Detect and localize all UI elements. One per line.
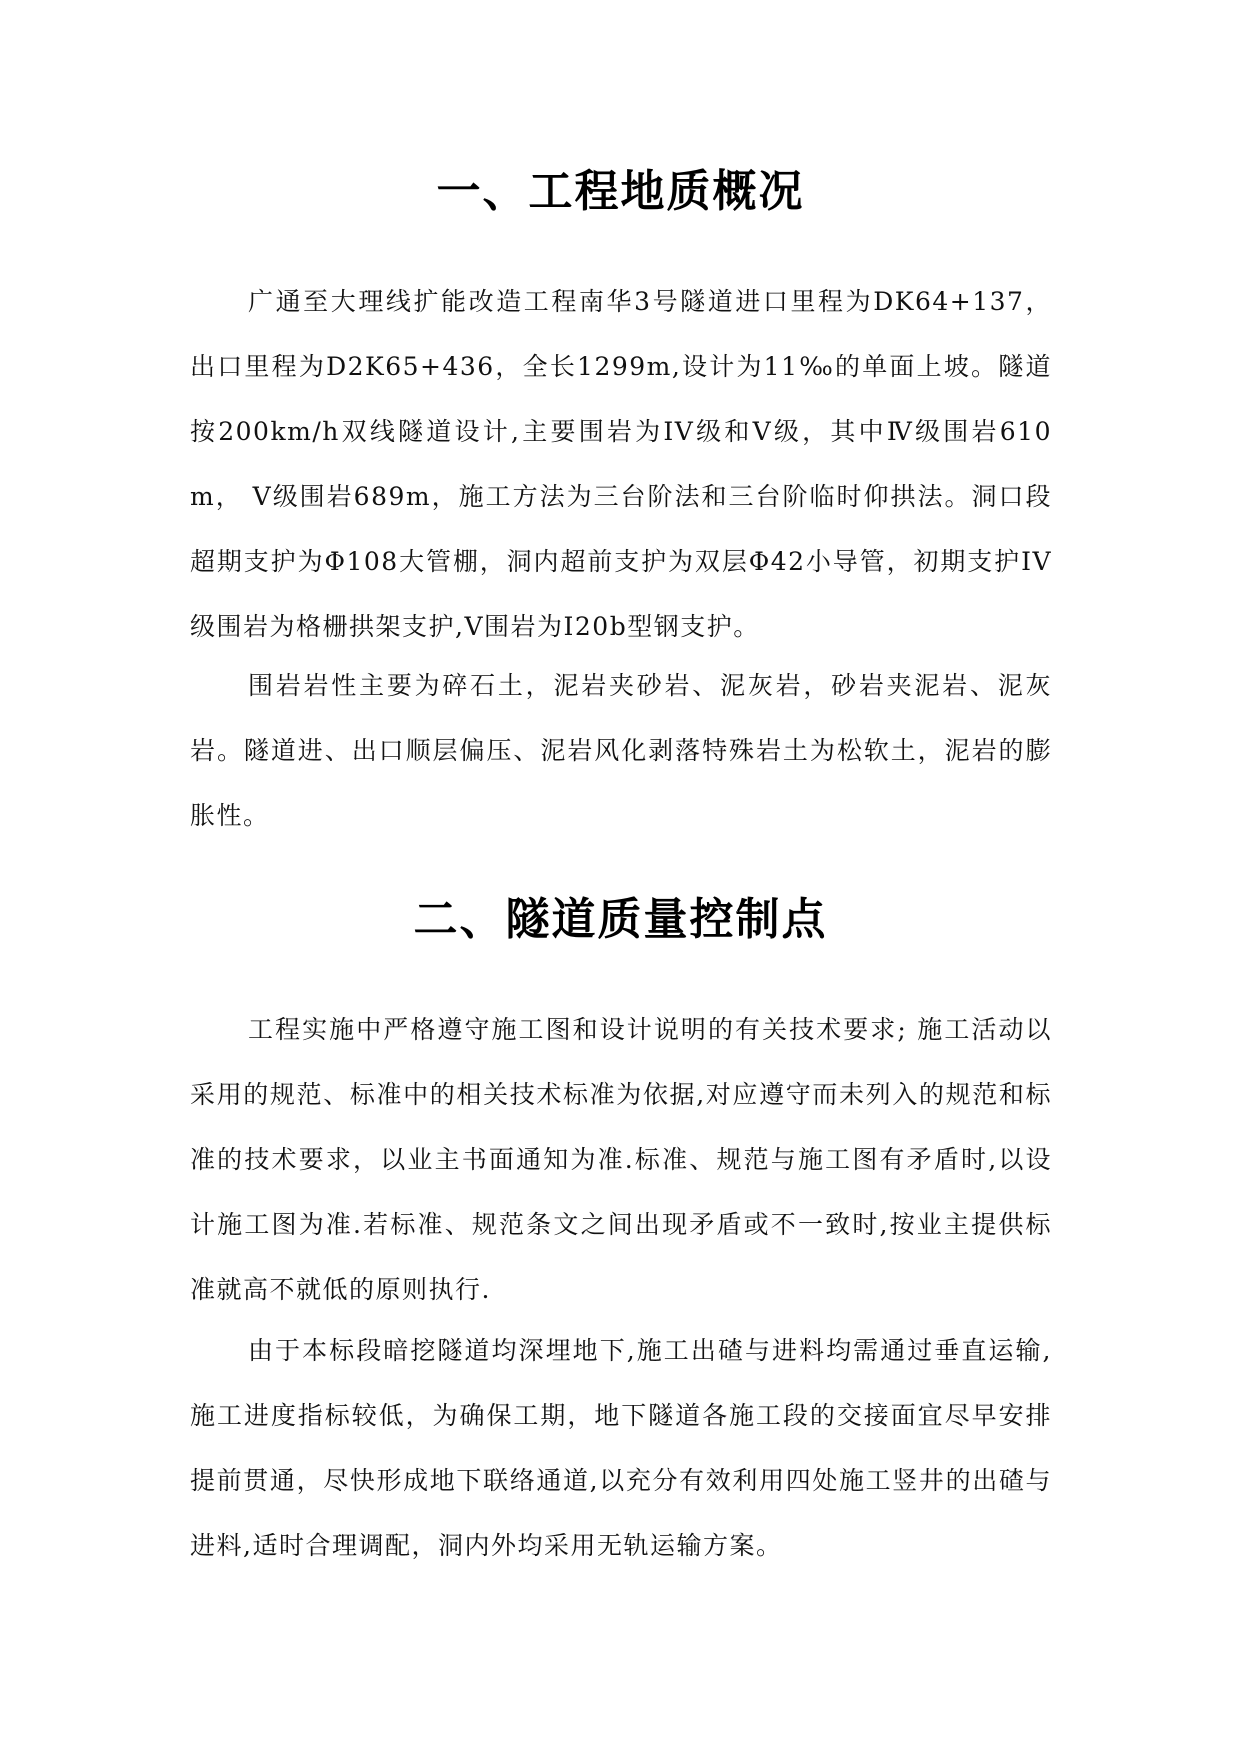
- quality-paragraph-1: 工程实施中严格遵守施工图和设计说明的有关技术要求; 施工活动以采用的规范、标准中的相关技术标准为依据,对应遵守而未列入的规范和标准的技术要求，以业主书面通知为准.标准、规范与施工图有矛盾时,以设计施工图为准.若标准、规范条文之间出现矛盾或不一致时,按业主提供标准就高不就低的原则执行.: [190, 1015, 1052, 1304]
- geology-paragraph-1: 广通至大理线扩能改造工程南华3号隧道进口里程为DK64+137，出口里程为D2K65+436，全长1299m,设计为11‰的单面上坡。隧道按200km/h双线隧道设计,主要围岩为IV级和V级，其中Ⅳ级围岩610m， V级围岩689m，施工方法为三台阶法和三台阶临时仰拱法。洞口段超期支护为Φ108大管棚，洞内超前支护为双层Φ42小导管，初期支护IV级围岩为格栅拱架支护,V围岩为I20b型钢支护。: [190, 287, 1052, 641]
- geology-paragraph-2: 围岩岩性主要为碎石土，泥岩夹砂岩、泥灰岩，砂岩夹泥岩、泥灰岩。隧道进、出口顺层偏压、泥岩风化剥落特殊岩土为松软土，泥岩的膨胀性。: [190, 671, 1052, 830]
- section-title-geology: 一、工程地质概况: [436, 166, 805, 217]
- quality-paragraph-2: 由于本标段暗挖隧道均深埋地下,施工出碴与进料均需通过垂直运输,施工进度指标较低，为确保工期，地下隧道各施工段的交接面宜尽早安排提前贯通，尽快形成地下联络通道,以充分有效利用四处施工竖井的出碴与进料,适时合理调配，洞内外均采用无轨运输方案。: [190, 1336, 1052, 1560]
- section-title-quality-control: 二、隧道质量控制点: [413, 894, 828, 945]
